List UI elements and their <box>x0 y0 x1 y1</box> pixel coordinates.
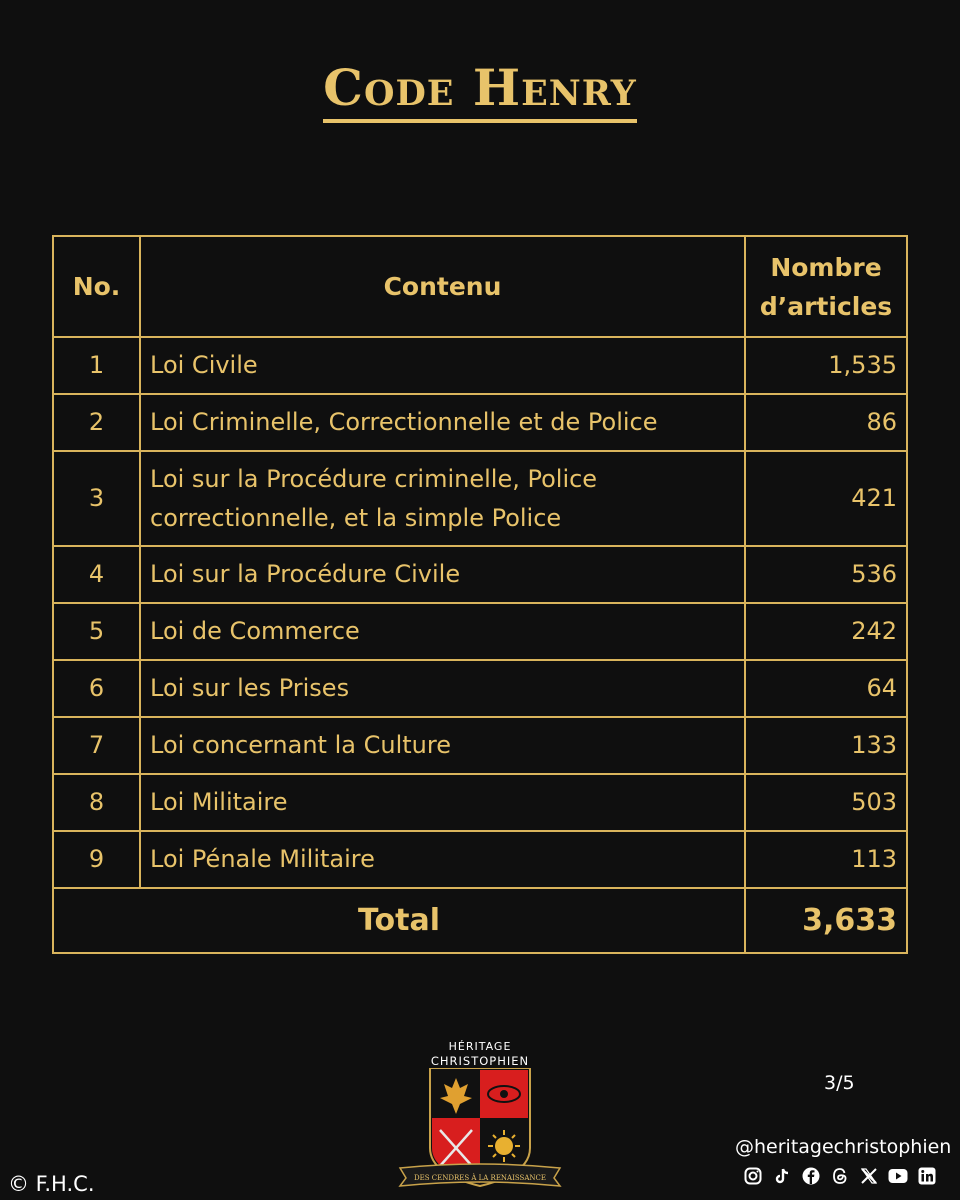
row-content: Loi Pénale Militaire <box>140 831 745 888</box>
header-count-line1: Nombre <box>770 252 882 282</box>
row-number: 8 <box>53 774 140 831</box>
table-row <box>53 603 907 660</box>
page-indicator: 3/5 <box>824 1072 855 1094</box>
threads-icon[interactable] <box>830 1166 850 1186</box>
row-number: 3 <box>53 451 140 546</box>
row-content: Loi concernant la Culture <box>140 717 745 774</box>
table-row <box>53 831 907 888</box>
table-row <box>53 451 907 546</box>
row-content: Loi Militaire <box>140 774 745 831</box>
total-value: 3,633 <box>745 888 907 953</box>
row-count: 133 <box>745 717 907 774</box>
header-count <box>745 236 907 337</box>
row-count: 536 <box>745 546 907 603</box>
row-number: 2 <box>53 394 140 451</box>
logo-line2: CHRISTOPHIEN <box>430 1054 530 1068</box>
logo-line1: HÉRITAGE <box>448 1040 512 1053</box>
row-number: 5 <box>53 603 140 660</box>
row-count: 1,535 <box>745 337 907 394</box>
social-icons <box>743 1166 937 1186</box>
table-row <box>53 774 907 831</box>
row-number: 7 <box>53 717 140 774</box>
total-row <box>53 888 907 953</box>
youtube-icon[interactable] <box>888 1166 908 1186</box>
row-content: Loi Criminelle, Correctionnelle et de Police <box>140 394 745 451</box>
header-no: No. <box>53 236 140 337</box>
social-handle: @heritagechristophien <box>735 1136 952 1158</box>
table-row <box>53 717 907 774</box>
row-content: Loi sur la Procédure criminelle, Police correctionnelle, et la simple Police <box>140 451 745 546</box>
row-count: 113 <box>745 831 907 888</box>
row-count: 421 <box>745 451 907 546</box>
row-count: 242 <box>745 603 907 660</box>
row-content: Loi Civile <box>140 337 745 394</box>
tiktok-icon[interactable] <box>772 1166 792 1186</box>
total-label: Total <box>53 888 745 953</box>
row-number: 1 <box>53 337 140 394</box>
page-title: Code Henry <box>0 58 960 117</box>
row-count: 503 <box>745 774 907 831</box>
header-content: Contenu <box>140 236 745 337</box>
row-count: 64 <box>745 660 907 717</box>
row-content: Loi de Commerce <box>140 603 745 660</box>
row-count: 86 <box>745 394 907 451</box>
linkedin-icon[interactable] <box>917 1166 937 1186</box>
table-row <box>53 337 907 394</box>
table-header-row <box>53 236 907 337</box>
x-icon[interactable] <box>859 1166 879 1186</box>
table-row <box>53 394 907 451</box>
copyright-notice: © F.H.C. <box>8 1172 95 1196</box>
row-content: Loi sur la Procédure Civile <box>140 546 745 603</box>
row-content: Loi sur les Prises <box>140 660 745 717</box>
instagram-icon[interactable] <box>743 1166 763 1186</box>
row-number: 4 <box>53 546 140 603</box>
table-row <box>53 546 907 603</box>
logo-banner-text: DES CENDRES À LA RENAISSANCE <box>414 1174 546 1182</box>
coat-of-arms-icon <box>398 1068 562 1190</box>
code-table <box>52 235 908 954</box>
header-count-line2: d’articles <box>759 291 893 321</box>
facebook-icon[interactable] <box>801 1166 821 1186</box>
table-row <box>53 660 907 717</box>
heritage-christophien-logo <box>398 1040 562 1190</box>
row-number: 9 <box>53 831 140 888</box>
row-number: 6 <box>53 660 140 717</box>
